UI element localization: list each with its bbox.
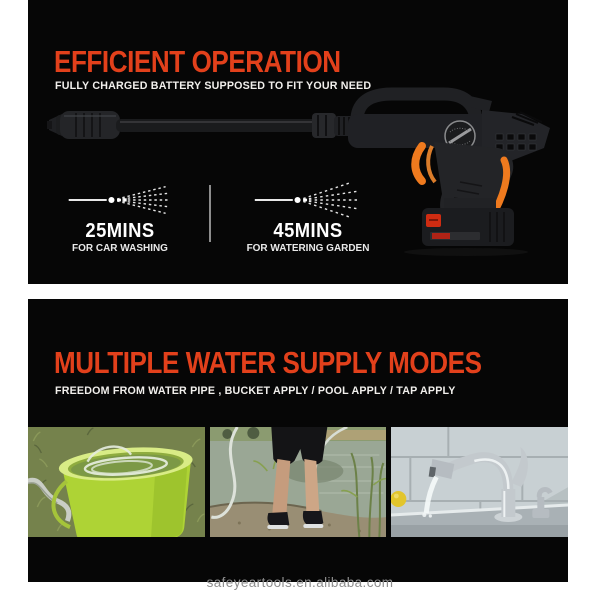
- mode-car-washing: [34, 181, 206, 255]
- efficient-operation-section: [28, 0, 568, 284]
- duration-modes-row: [34, 181, 402, 255]
- tap-illustration: [391, 427, 568, 537]
- bucket-illustration: [28, 427, 205, 537]
- mode-purpose: FOR WATERING GARDEN: [246, 242, 370, 254]
- bucket-apply-photo: [28, 427, 205, 537]
- spray-narrow-icon: [64, 181, 176, 219]
- top-section-subtitle: FULLY CHARGED BATTERY SUPPOSED TO FIT YOUR NEED: [55, 80, 372, 92]
- water-supply-modes-section: [28, 299, 568, 582]
- site-watermark: safeyeartools.en.alibaba.com: [206, 575, 394, 590]
- pool-apply-photo: [210, 427, 387, 537]
- bottom-section-title: MULTIPLE WATER SUPPLY MODES: [54, 345, 482, 380]
- top-section-title: EFFICIENT OPERATION: [54, 44, 341, 79]
- mode-duration: 45MINS: [273, 220, 343, 242]
- mode-purpose: FOR CAR WASHING: [72, 242, 168, 254]
- mode-watering-garden: [214, 181, 402, 255]
- modes-divider: [209, 185, 211, 242]
- tap-apply-photo: [391, 427, 568, 537]
- bottom-section-subtitle: FREEDOM FROM WATER PIPE , BUCKET APPLY / POOL APPLY / TAP APPLY: [55, 385, 456, 397]
- supply-mode-photos: [28, 427, 568, 537]
- pool-illustration: [210, 427, 387, 537]
- mode-duration: 25MINS: [85, 220, 155, 242]
- spray-wide-icon: [252, 181, 364, 219]
